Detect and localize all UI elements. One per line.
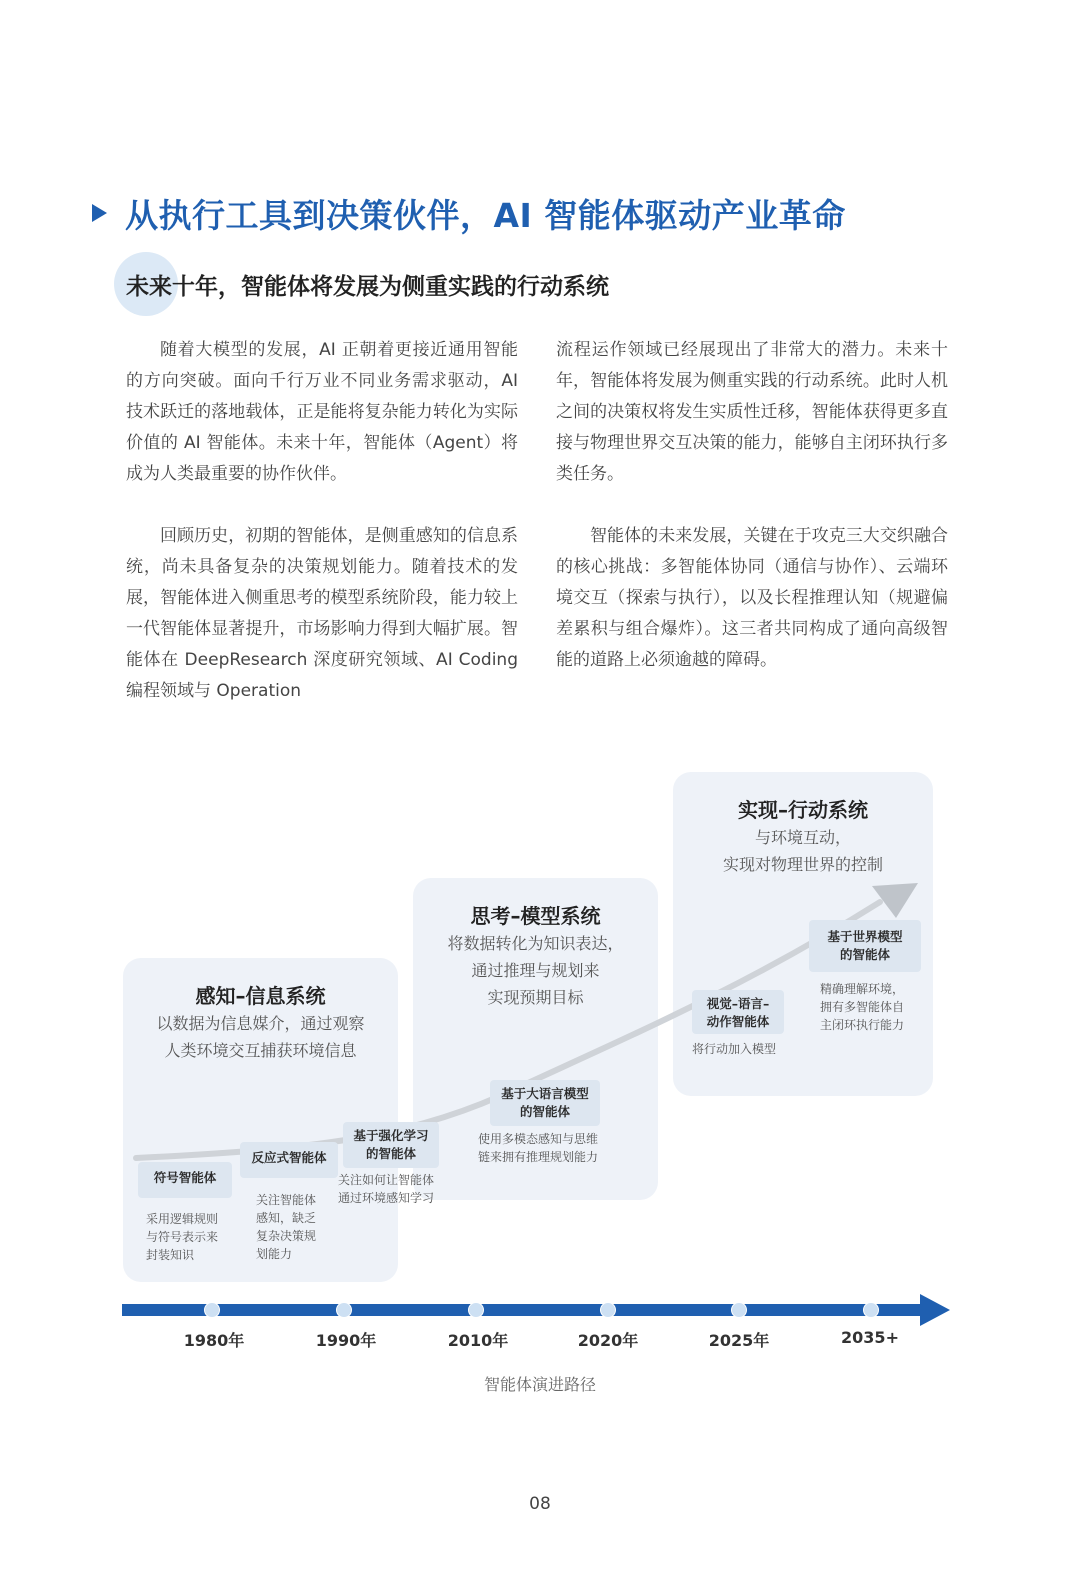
note-line: 关注智能体: [256, 1193, 317, 1207]
timeline-dot: [863, 1302, 879, 1318]
stage-desc-line: 以数据为信息媒介，通过观察: [156, 1014, 365, 1033]
stage-desc-line: 人类环境交互捕获环境信息: [164, 1041, 357, 1060]
agent-name: 基于强化学习: [353, 1128, 429, 1143]
timeline-label: 1980年: [183, 1331, 245, 1350]
agent-name: 的智能体: [839, 947, 890, 962]
agent-name: 符号智能体: [153, 1170, 217, 1185]
stage-title: 感知–信息系统: [195, 984, 326, 1008]
agent-tag-symbolic: [138, 1162, 232, 1198]
timeline-dot: [468, 1302, 484, 1318]
subheading-text: 未来十年，智能体将发展为侧重实践的行动系统: [126, 274, 609, 300]
stage-desc-line: 实现对物理世界的控制: [722, 855, 883, 874]
agent-name: 基于大语言模型: [501, 1086, 589, 1101]
timeline-label: 2035+: [841, 1328, 899, 1347]
stage-title: 实现–行动系统: [738, 798, 868, 822]
timeline-label: 1990年: [315, 1331, 377, 1350]
stage-desc-line: 通过推理与规划来: [471, 961, 600, 980]
agent-name: 的智能体: [365, 1146, 416, 1161]
note-line: 主闭环执行能力: [820, 1018, 905, 1032]
note-line: 拥有多智能体自: [820, 1000, 905, 1014]
page-number: 08: [529, 1494, 551, 1514]
agent-note-symbolic: [146, 1210, 218, 1264]
agent-note-world-model: [820, 980, 904, 1034]
agent-name: 基于世界模型: [827, 929, 903, 944]
stage-title: 思考–模型系统: [470, 904, 601, 928]
note-line: 关注如何让智能体: [338, 1173, 435, 1187]
note-line: 将行动加入模型: [692, 1042, 777, 1056]
timeline-dot: [204, 1302, 220, 1318]
note-line: 使用多模态感知与思维: [478, 1132, 599, 1146]
agent-name: 反应式智能体: [251, 1150, 327, 1165]
timeline-dot: [336, 1302, 352, 1318]
agent-name: 动作智能体: [706, 1014, 770, 1029]
note-line: 感知，缺乏: [256, 1211, 317, 1225]
stage-desc-line: 与环境互动，: [754, 828, 851, 847]
agent-note-vla: [692, 1040, 776, 1058]
figure-caption: 智能体演进路径: [483, 1375, 596, 1394]
note-line: 划能力: [256, 1247, 293, 1261]
agent-name: 视觉–语言–: [706, 996, 770, 1011]
timeline-label: 2025年: [708, 1331, 770, 1350]
agent-note-reactive: [256, 1191, 316, 1263]
agent-tag-llm: [490, 1080, 600, 1126]
note-line: 链来拥有推理规划能力: [478, 1150, 599, 1164]
agent-tag-world-model: [809, 920, 921, 972]
body-paragraph-right-2: 智能体的未来发展，关键在于攻克三大交织融合的核心挑战：多智能体协同（通信与协作）、云端环境交互（探索与执行），以及长程推理认知（规避偏差累积与组合爆炸）。这三者共同构成了通向高级智能的道路上必须逾越的障碍。: [556, 526, 948, 670]
timeline-arrow-icon: [920, 1294, 950, 1326]
agent-tag-reactive: [240, 1142, 338, 1178]
note-line: 与符号表示来: [146, 1230, 219, 1244]
note-line: 采用逻辑规则: [146, 1212, 219, 1226]
timeline-label: 2010年: [447, 1331, 509, 1350]
agent-tag-rl: [343, 1122, 439, 1168]
agent-note-rl: [338, 1171, 434, 1207]
stage-desc-line: 将数据转化为知识表达，: [447, 934, 624, 953]
note-line: 通过环境感知学习: [338, 1191, 435, 1205]
agent-note-llm: [478, 1130, 598, 1166]
timeline-bar: [122, 1304, 926, 1316]
agent-name: 的智能体: [519, 1104, 570, 1119]
note-line: 复杂决策规: [256, 1229, 317, 1243]
timeline-dot: [731, 1302, 747, 1318]
note-line: 封装知识: [146, 1248, 195, 1262]
stage-desc-line: 实现预期目标: [487, 988, 584, 1007]
body-paragraph-right-1: 流程运作领域已经展现出了非常大的潜力。未来十年，智能体将发展为侧重实践的行动系统。此时人机之间的决策权将发生实质性迁移，智能体获得更多直接与物理世界交互决策的能力，能够自主闭环执行多类任务。: [556, 340, 948, 484]
body-paragraph-left-1: 随着大模型的发展，AI 正朝着更接近通用智能的方向突破。面向千行万业不同业务需求驱动，AI 技术跃迁的落地载体，正是能将复杂能力转化为实际价值的 AI 智能体。未来十年，智能体（Agent）将成为人类最重要的协作伙伴。: [126, 340, 518, 484]
page-title: 从执行工具到决策伙伴，AI 智能体驱动产业革命: [125, 195, 846, 235]
agent-tag-vla: [692, 990, 784, 1034]
body-paragraph-left-2: 回顾历史，初期的智能体，是侧重感知的信息系统，尚未具备复杂的决策规划能力。随着技术的发展，智能体进入侧重思考的模型系统阶段，能力较上一代智能体显著提升，市场影响力得到大幅扩展。智能体在 DeepResearch 深度研究领域、AI Coding 编程领域与 Operation: [126, 526, 518, 701]
timeline-dot: [600, 1302, 616, 1318]
timeline-label: 2020年: [577, 1331, 639, 1350]
note-line: 精确理解环境，: [820, 982, 905, 996]
